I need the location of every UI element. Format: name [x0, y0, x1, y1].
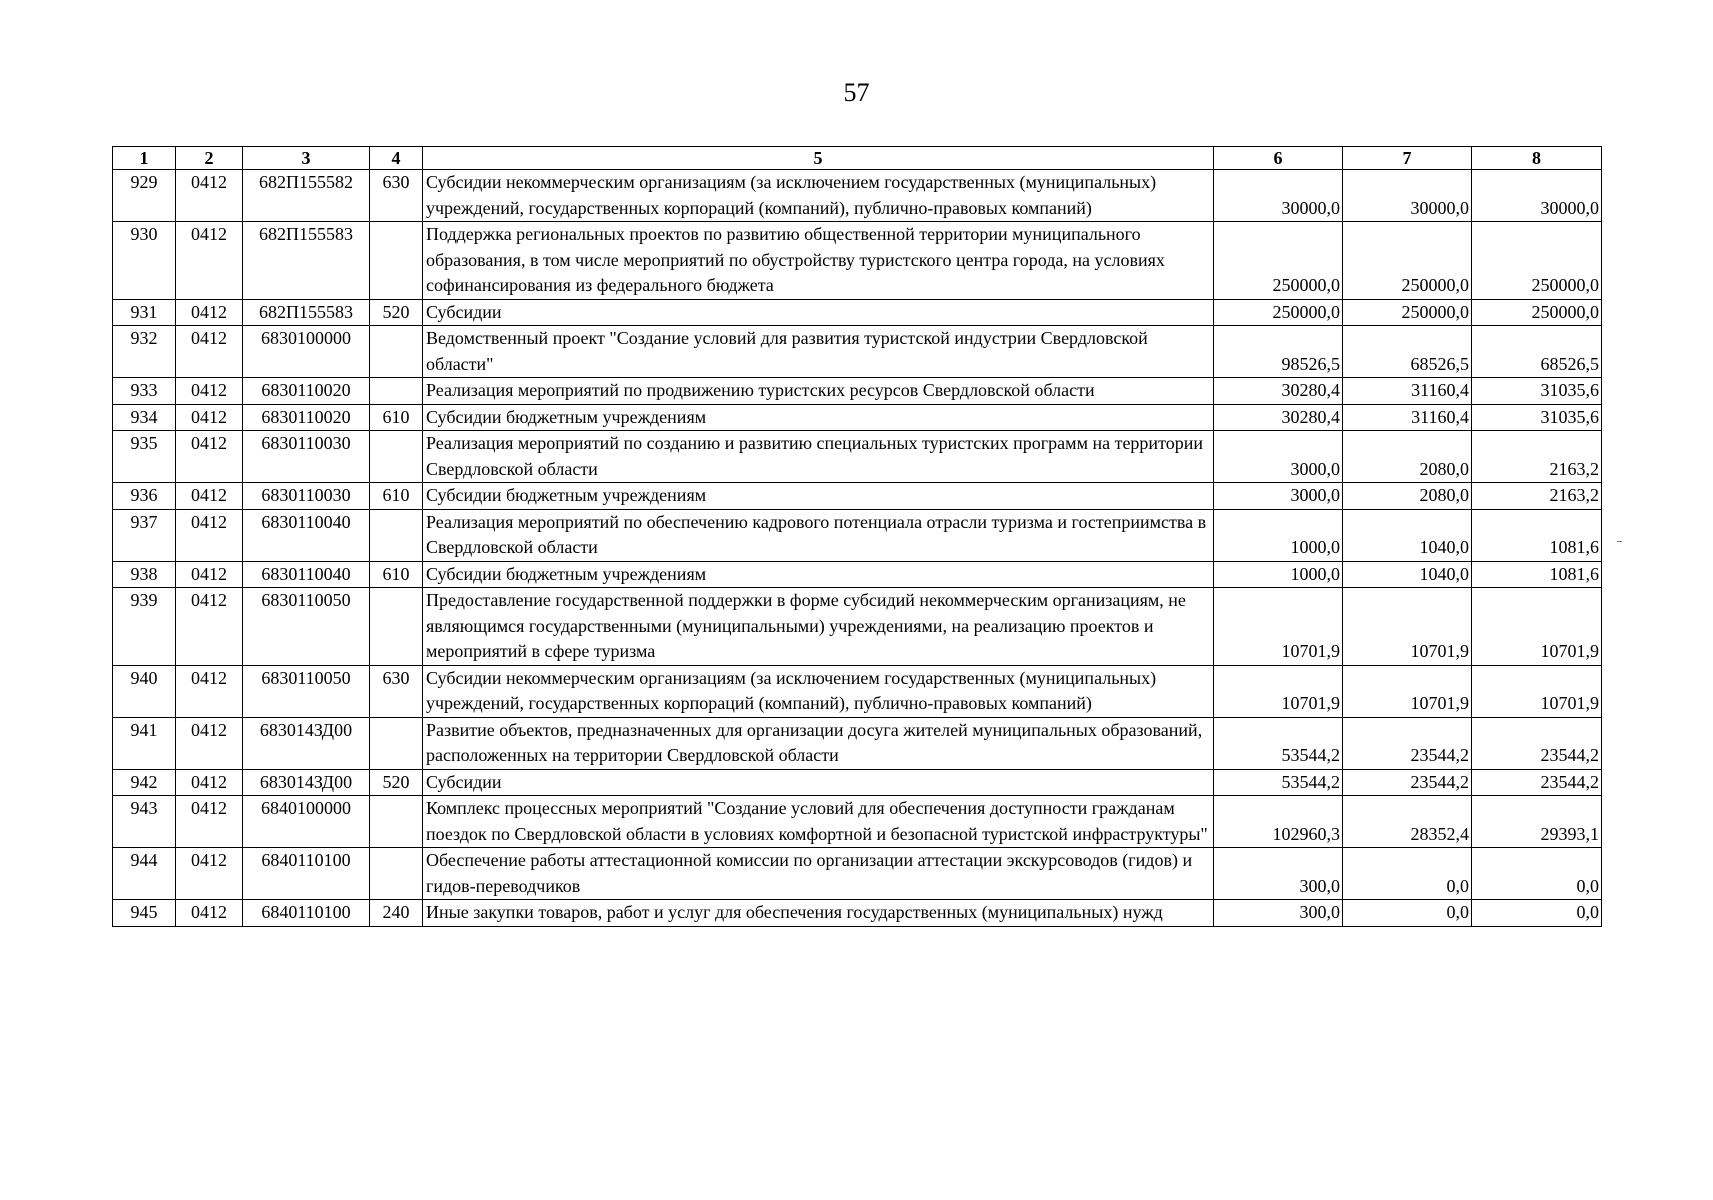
row-number: 942 — [113, 769, 176, 796]
table-row — [113, 848, 1602, 900]
header-col-6: 6 — [1214, 147, 1343, 170]
section-code: 0412 — [176, 561, 243, 588]
target-article-code: 6840100000 — [243, 796, 370, 848]
expense-type-code: 610 — [370, 561, 423, 588]
target-article-code: 6830110030 — [243, 483, 370, 510]
amount-col-8: 23544,2 — [1472, 717, 1602, 769]
header-col-2: 2 — [176, 147, 243, 170]
target-article-code: 6830110030 — [243, 431, 370, 483]
row-number: 940 — [113, 665, 176, 717]
expense-type-code: 630 — [370, 665, 423, 717]
table-row — [113, 483, 1602, 510]
expense-type-code: 630 — [370, 170, 423, 222]
amount-col-6: 53544,2 — [1214, 769, 1343, 796]
table-body — [113, 170, 1602, 927]
expense-type-code — [370, 796, 423, 848]
table-row — [113, 561, 1602, 588]
table-row — [113, 588, 1602, 666]
target-article-code: 682П155583 — [243, 299, 370, 326]
amount-col-7: 0,0 — [1343, 900, 1472, 927]
section-code: 0412 — [176, 848, 243, 900]
target-article-code: 6830110020 — [243, 378, 370, 405]
row-number: 931 — [113, 299, 176, 326]
amount-col-6: 3000,0 — [1214, 431, 1343, 483]
amount-col-8: 250000,0 — [1472, 299, 1602, 326]
expense-type-code: 610 — [370, 483, 423, 510]
amount-col-6: 300,0 — [1214, 848, 1343, 900]
section-code: 0412 — [176, 431, 243, 483]
target-article-code: 6830110040 — [243, 509, 370, 561]
amount-col-7: 1040,0 — [1343, 509, 1472, 561]
header-col-7: 7 — [1343, 147, 1472, 170]
amount-col-6: 1000,0 — [1214, 561, 1343, 588]
expense-type-code: 520 — [370, 299, 423, 326]
table-row — [113, 222, 1602, 300]
expense-type-code: 240 — [370, 900, 423, 927]
expense-type-code: 610 — [370, 404, 423, 431]
expense-type-code: 520 — [370, 769, 423, 796]
page-number: 57 — [843, 78, 870, 107]
section-code: 0412 — [176, 404, 243, 431]
target-article-code: 682П155582 — [243, 170, 370, 222]
amount-col-6: 1000,0 — [1214, 509, 1343, 561]
section-code: 0412 — [176, 483, 243, 510]
amount-col-6: 250000,0 — [1214, 222, 1343, 300]
expense-type-code — [370, 431, 423, 483]
item-name: Поддержка региональных проектов по развитию общественной территории муниципального образования, в том числе мероприятий по обустройству туристского центра города, на условиях софинансирования из федерального бюджета — [423, 222, 1214, 300]
amount-col-8: 68526,5 — [1472, 326, 1602, 378]
section-code: 0412 — [176, 378, 243, 405]
expense-type-code — [370, 378, 423, 405]
section-code: 0412 — [176, 769, 243, 796]
expense-type-code — [370, 588, 423, 666]
target-article-code: 6830110050 — [243, 588, 370, 666]
amount-col-6: 30280,4 — [1214, 378, 1343, 405]
amount-col-7: 31160,4 — [1343, 404, 1472, 431]
row-number: 945 — [113, 900, 176, 927]
section-code: 0412 — [176, 222, 243, 300]
amount-col-7: 23544,2 — [1343, 769, 1472, 796]
item-name: Субсидии бюджетным учреждениям — [423, 404, 1214, 431]
amount-col-6: 30280,4 — [1214, 404, 1343, 431]
expense-type-code — [370, 848, 423, 900]
budget-table — [112, 146, 1602, 927]
target-article-code: 6830110050 — [243, 665, 370, 717]
target-article-code: 683014ЗД00 — [243, 769, 370, 796]
row-number: 933 — [113, 378, 176, 405]
amount-col-6: 30000,0 — [1214, 170, 1343, 222]
target-article-code: 682П155583 — [243, 222, 370, 300]
amount-col-8: 10701,9 — [1472, 588, 1602, 666]
row-number: 938 — [113, 561, 176, 588]
amount-col-8: 2163,2 — [1472, 483, 1602, 510]
target-article-code: 6840110100 — [243, 900, 370, 927]
row-number: 943 — [113, 796, 176, 848]
table-row — [113, 431, 1602, 483]
table-row — [113, 796, 1602, 848]
table-row — [113, 900, 1602, 927]
target-article-code: 6840110100 — [243, 848, 370, 900]
header-col-4: 4 — [370, 147, 423, 170]
row-number: 939 — [113, 588, 176, 666]
amount-col-7: 2080,0 — [1343, 483, 1472, 510]
row-number: 934 — [113, 404, 176, 431]
amount-col-8: 30000,0 — [1472, 170, 1602, 222]
expense-type-code — [370, 222, 423, 300]
table-row — [113, 404, 1602, 431]
row-number: 944 — [113, 848, 176, 900]
header-row — [113, 147, 1602, 170]
target-article-code: 6830110040 — [243, 561, 370, 588]
expense-type-code — [370, 717, 423, 769]
header-col-8: 8 — [1472, 147, 1602, 170]
row-number: 932 — [113, 326, 176, 378]
table-row — [113, 769, 1602, 796]
item-name: Предоставление государственной поддержки в форме субсидий некоммерческим организациям, не являющимся государственными (муниципальными) учреждениями, на реализацию проектов и мероприятий в сфере туризма — [423, 588, 1214, 666]
item-name: Субсидии — [423, 769, 1214, 796]
amount-col-6: 3000,0 — [1214, 483, 1343, 510]
amount-col-8: 0,0 — [1472, 848, 1602, 900]
item-name: Ведомственный проект "Создание условий для развития туристской индустрии Свердловской области" — [423, 326, 1214, 378]
header-col-1: 1 — [113, 147, 176, 170]
amount-col-7: 30000,0 — [1343, 170, 1472, 222]
item-name: Иные закупки товаров, работ и услуг для обеспечения государственных (муниципальных) нужд — [423, 900, 1214, 927]
section-code: 0412 — [176, 900, 243, 927]
amount-col-6: 10701,9 — [1214, 588, 1343, 666]
row-number: 941 — [113, 717, 176, 769]
table-row — [113, 378, 1602, 405]
item-name: Реализация мероприятий по обеспечению кадрового потенциала отрасли туризма и гостеприимства в Свердловской области — [423, 509, 1214, 561]
row-number: 935 — [113, 431, 176, 483]
row-number: 937 — [113, 509, 176, 561]
item-name: Реализация мероприятий по продвижению туристских ресурсов Свердловской области — [423, 378, 1214, 405]
amount-col-7: 68526,5 — [1343, 326, 1472, 378]
amount-col-6: 300,0 — [1214, 900, 1343, 927]
item-name: Субсидии некоммерческим организациям (за исключением государственных (муниципальных) учреждений, государственных корпораций (компаний), публично-правовых компаний) — [423, 170, 1214, 222]
table-row — [113, 509, 1602, 561]
table-row — [113, 170, 1602, 222]
item-name: Субсидии бюджетным учреждениям — [423, 483, 1214, 510]
amount-col-8: 29393,1 — [1472, 796, 1602, 848]
table-row — [113, 665, 1602, 717]
item-name: Субсидии бюджетным учреждениям — [423, 561, 1214, 588]
amount-col-7: 0,0 — [1343, 848, 1472, 900]
item-name: Комплекс процессных мероприятий "Создание условий для обеспечения доступности гражданам поездок по Свердловской области в условиях комфортной и безопасной туристской инфраструктуры" — [423, 796, 1214, 848]
table-header — [113, 147, 1602, 170]
amount-col-8: 1081,6 — [1472, 561, 1602, 588]
row-number: 936 — [113, 483, 176, 510]
amount-col-7: 1040,0 — [1343, 561, 1472, 588]
scan-mark — [1617, 541, 1622, 542]
target-article-code: 683014ЗД00 — [243, 717, 370, 769]
section-code: 0412 — [176, 299, 243, 326]
section-code: 0412 — [176, 170, 243, 222]
table-row — [113, 299, 1602, 326]
section-code: 0412 — [176, 326, 243, 378]
amount-col-6: 250000,0 — [1214, 299, 1343, 326]
section-code: 0412 — [176, 509, 243, 561]
amount-col-8: 2163,2 — [1472, 431, 1602, 483]
amount-col-6: 53544,2 — [1214, 717, 1343, 769]
section-code: 0412 — [176, 665, 243, 717]
table-row — [113, 717, 1602, 769]
header-col-5: 5 — [423, 147, 1214, 170]
amount-col-6: 98526,5 — [1214, 326, 1343, 378]
amount-col-7: 10701,9 — [1343, 665, 1472, 717]
amount-col-7: 2080,0 — [1343, 431, 1472, 483]
target-article-code: 6830110020 — [243, 404, 370, 431]
amount-col-7: 31160,4 — [1343, 378, 1472, 405]
item-name: Обеспечение работы аттестационной комиссии по организации аттестации экскурсоводов (гидов) и гидов-переводчиков — [423, 848, 1214, 900]
amount-col-6: 102960,3 — [1214, 796, 1343, 848]
amount-col-7: 10701,9 — [1343, 588, 1472, 666]
amount-col-7: 23544,2 — [1343, 717, 1472, 769]
amount-col-6: 10701,9 — [1214, 665, 1343, 717]
amount-col-8: 10701,9 — [1472, 665, 1602, 717]
amount-col-8: 250000,0 — [1472, 222, 1602, 300]
amount-col-8: 0,0 — [1472, 900, 1602, 927]
item-name: Субсидии некоммерческим организациям (за исключением государственных (муниципальных) учреждений, государственных корпораций (компаний), публично-правовых компаний) — [423, 665, 1214, 717]
amount-col-8: 31035,6 — [1472, 404, 1602, 431]
amount-col-7: 250000,0 — [1343, 299, 1472, 326]
amount-col-7: 250000,0 — [1343, 222, 1472, 300]
amount-col-8: 31035,6 — [1472, 378, 1602, 405]
row-number: 929 — [113, 170, 176, 222]
section-code: 0412 — [176, 588, 243, 666]
item-name: Реализация мероприятий по созданию и развитию специальных туристских программ на территории Свердловской области — [423, 431, 1214, 483]
amount-col-8: 1081,6 — [1472, 509, 1602, 561]
section-code: 0412 — [176, 717, 243, 769]
item-name: Развитие объектов, предназначенных для организации досуга жителей муниципальных образований, расположенных на территории Свердловской области — [423, 717, 1214, 769]
expense-type-code — [370, 509, 423, 561]
target-article-code: 6830100000 — [243, 326, 370, 378]
expense-type-code — [370, 326, 423, 378]
row-number: 930 — [113, 222, 176, 300]
table-row — [113, 326, 1602, 378]
item-name: Субсидии — [423, 299, 1214, 326]
amount-col-7: 28352,4 — [1343, 796, 1472, 848]
amount-col-8: 23544,2 — [1472, 769, 1602, 796]
header-col-3: 3 — [243, 147, 370, 170]
section-code: 0412 — [176, 796, 243, 848]
